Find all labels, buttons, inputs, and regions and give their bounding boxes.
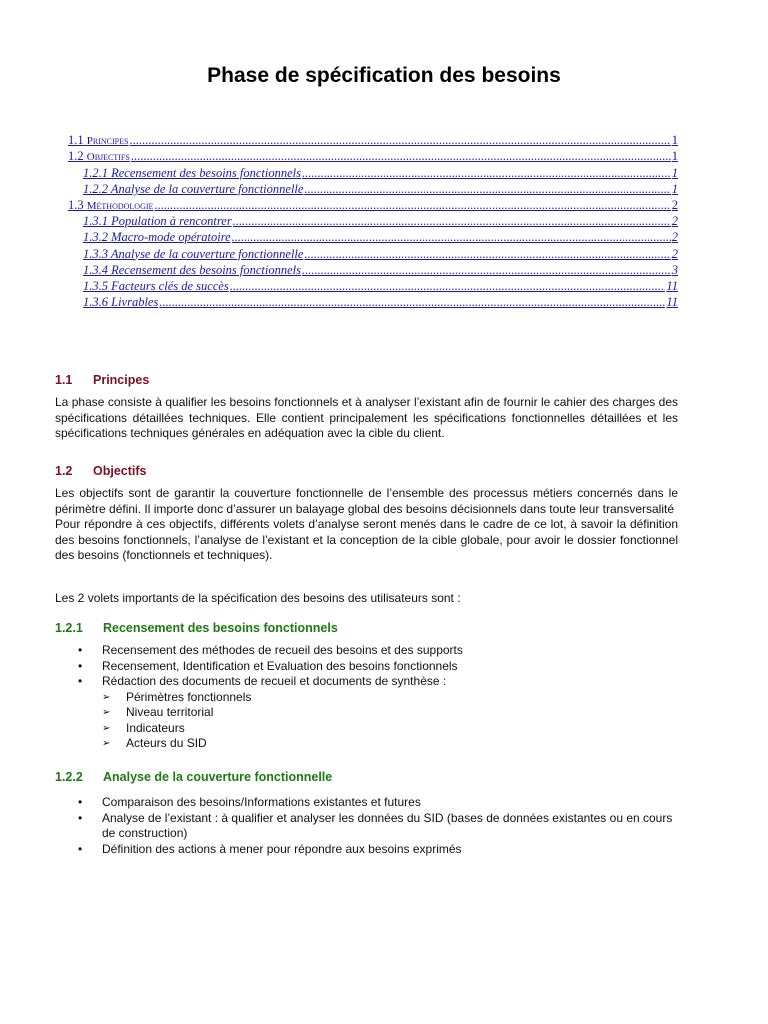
- toc-page: 1: [671, 181, 678, 196]
- list-item: [78, 795, 678, 811]
- paragraph: Les 2 volets importants de la spécification des besoins des utilisateurs sont :: [55, 591, 461, 605]
- toc-num: 1.2.1: [83, 165, 108, 180]
- section-objectifs-intro: [55, 591, 678, 607]
- toc-entry-recensement[interactable]: [68, 164, 678, 180]
- table-of-contents: [68, 132, 678, 310]
- sub-list-item-text: Périmètres fonctionnels: [126, 689, 252, 704]
- toc-num: 1.3.3: [83, 246, 108, 261]
- heading-objectifs: [55, 464, 147, 478]
- toc-num: 1.3.5: [83, 278, 108, 293]
- heading-recensement: [55, 621, 338, 635]
- sub-bullet-list: [102, 690, 678, 752]
- bullet-icon: •: [78, 795, 83, 809]
- bullet-icon: •: [78, 810, 83, 825]
- toc-leader: [159, 295, 665, 310]
- arrow-bullet-icon: ➢: [102, 722, 111, 734]
- list-item-text: Rédaction des documents de recueil et documents de synthèse :: [102, 674, 447, 688]
- list-item-text: Recensement des méthodes de recueil des besoins et des supports: [102, 643, 463, 657]
- sub-list-item-text: Indicateurs: [126, 720, 185, 735]
- toc-num: 1.3.2: [83, 230, 108, 245]
- toc-entry-population[interactable]: [68, 213, 678, 229]
- heading-text: Recensement des besoins fonctionnels: [103, 621, 338, 635]
- list-item: [78, 811, 678, 842]
- toc-leader: [131, 149, 671, 164]
- toc-page: 3: [671, 262, 678, 277]
- toc-leader: [302, 263, 671, 278]
- heading-text: Principes: [93, 373, 150, 387]
- list-item-text: Recensement, Identification et Evaluation des besoins fonctionnels: [102, 658, 458, 673]
- sub-list-item: [102, 736, 678, 752]
- toc-num: 1.2.2: [83, 181, 108, 196]
- arrow-bullet-icon: ➢: [102, 738, 111, 749]
- heading-analyse-couverture: [55, 770, 332, 784]
- toc-text: Objectifs: [86, 151, 130, 164]
- sub-list-item: [102, 705, 678, 721]
- toc-num: 1.3.1: [83, 214, 108, 229]
- toc-leader: [233, 214, 671, 229]
- toc-page: 2: [671, 230, 678, 245]
- toc-entry-macro-mode[interactable]: [68, 229, 678, 245]
- page-title: Phase de spécification des besoins: [207, 64, 561, 87]
- toc-num: 1.3.4: [83, 262, 108, 277]
- toc-leader: [304, 247, 670, 262]
- list-item: [78, 643, 678, 659]
- toc-leader: [230, 279, 666, 294]
- toc-leader: [302, 166, 671, 181]
- toc-page: 11: [666, 278, 678, 293]
- toc-page: 2: [671, 197, 678, 212]
- paragraph: Les objectifs sont de garantir la couverture fonctionnelle de l’ensemble des processus métiers concernés dans le périmètre défini. Il importe donc d’assurer un balayage global des besoins décisionnels dans toute leur transversalité: [55, 486, 678, 516]
- toc-text: Méthodologie: [86, 199, 154, 212]
- list-item: [78, 674, 678, 752]
- paragraph: La phase consiste à qualifier les besoins fonctionnels et à analyser l’existant afin de fournir le cahier des charges des spécifications détaillées techniques. Elle contient principalement les spécifications fonctionnelles détaillées et les spécifications techniques générales en adéquation avec la cible du client.: [55, 395, 678, 440]
- arrow-bullet-icon: ➢: [102, 691, 111, 703]
- toc-leader: [129, 133, 670, 148]
- bullet-icon: •: [78, 658, 83, 673]
- heading-number: 1.2: [55, 464, 73, 478]
- heading-number: 1.1: [55, 373, 73, 387]
- toc-entry-facteurs[interactable]: [68, 278, 678, 294]
- bullet-icon: •: [78, 643, 83, 657]
- toc-text: Recensement des besoins fonctionnels: [111, 262, 302, 277]
- heading-number: 1.2.2: [55, 770, 83, 784]
- toc-leader: [232, 230, 671, 245]
- toc-page: 1: [671, 165, 678, 180]
- section-principes-body: [55, 395, 678, 442]
- toc-text: Principes: [86, 135, 129, 148]
- toc-entry-analyse-couverture-2[interactable]: [68, 245, 678, 261]
- sub-list-item-text: Acteurs du SID: [126, 736, 207, 750]
- toc-page: 2: [671, 246, 678, 261]
- sub-list-item-text: Niveau territorial: [126, 705, 214, 719]
- toc-text: Livrables: [111, 295, 159, 310]
- toc-num: 1.2: [68, 149, 84, 164]
- toc-leader: [154, 198, 670, 213]
- sub-list-item: [102, 721, 678, 737]
- list-item: [78, 659, 678, 675]
- toc-entry-principes[interactable]: [68, 132, 678, 148]
- toc-text: Population à rencontrer: [111, 214, 232, 229]
- list-item-text: Analyse de l’existant : à qualifier et analyser les données du SID (bases de données existantes ou en cours de construction): [102, 810, 673, 840]
- toc-text: Analyse de la couverture fonctionnelle: [110, 181, 304, 196]
- analyse-bullet-list: [78, 795, 678, 857]
- toc-page: 1: [671, 149, 678, 164]
- toc-entry-analyse-couverture[interactable]: [68, 181, 678, 197]
- sub-list-item: [102, 690, 678, 706]
- toc-leader: [304, 182, 670, 197]
- bullet-icon: •: [78, 674, 83, 688]
- recensement-bullet-list: [78, 643, 678, 752]
- list-item: [78, 842, 678, 858]
- list-item-text: Définition des actions à mener pour répondre aux besoins exprimés: [102, 841, 462, 856]
- arrow-bullet-icon: ➢: [102, 707, 111, 718]
- toc-entry-livrables[interactable]: [68, 294, 678, 310]
- toc-num: 1.1: [68, 133, 84, 148]
- toc-page: 1: [671, 133, 678, 148]
- toc-entry-methodologie[interactable]: [68, 197, 678, 213]
- toc-text: Facteurs clés de succès: [111, 278, 229, 293]
- toc-page: 2: [671, 214, 678, 229]
- heading-principes: [55, 373, 149, 387]
- toc-page: 11: [666, 295, 678, 310]
- toc-text: Macro-mode opératoire: [111, 230, 231, 245]
- section-objectifs-body: [55, 486, 678, 564]
- heading-number: 1.2.1: [55, 621, 83, 635]
- toc-text: Recensement des besoins fonctionnels: [111, 165, 302, 180]
- toc-entry-recensement-2[interactable]: [68, 262, 678, 278]
- toc-num: 1.3: [68, 197, 84, 212]
- heading-text: Objectifs: [93, 464, 147, 478]
- paragraph: Pour répondre à ces objectifs, différents volets d’analyse seront menés dans le cadre de ce lot, à savoir la définition des besoins fonctionnels, l’analyse de l’existant et la conception de la cible globale, pour avoir le dossier fonctionnel des besoins (fonctionnels et techniques).: [55, 517, 678, 562]
- list-item-text: Comparaison des besoins/Informations existantes et futures: [102, 795, 421, 809]
- toc-entry-objectifs[interactable]: [68, 148, 678, 164]
- heading-text: Analyse de la couverture fonctionnelle: [103, 770, 333, 784]
- toc-text: Analyse de la couverture fonctionnelle: [110, 246, 304, 261]
- toc-num: 1.3.6: [83, 295, 108, 310]
- bullet-icon: •: [78, 841, 83, 856]
